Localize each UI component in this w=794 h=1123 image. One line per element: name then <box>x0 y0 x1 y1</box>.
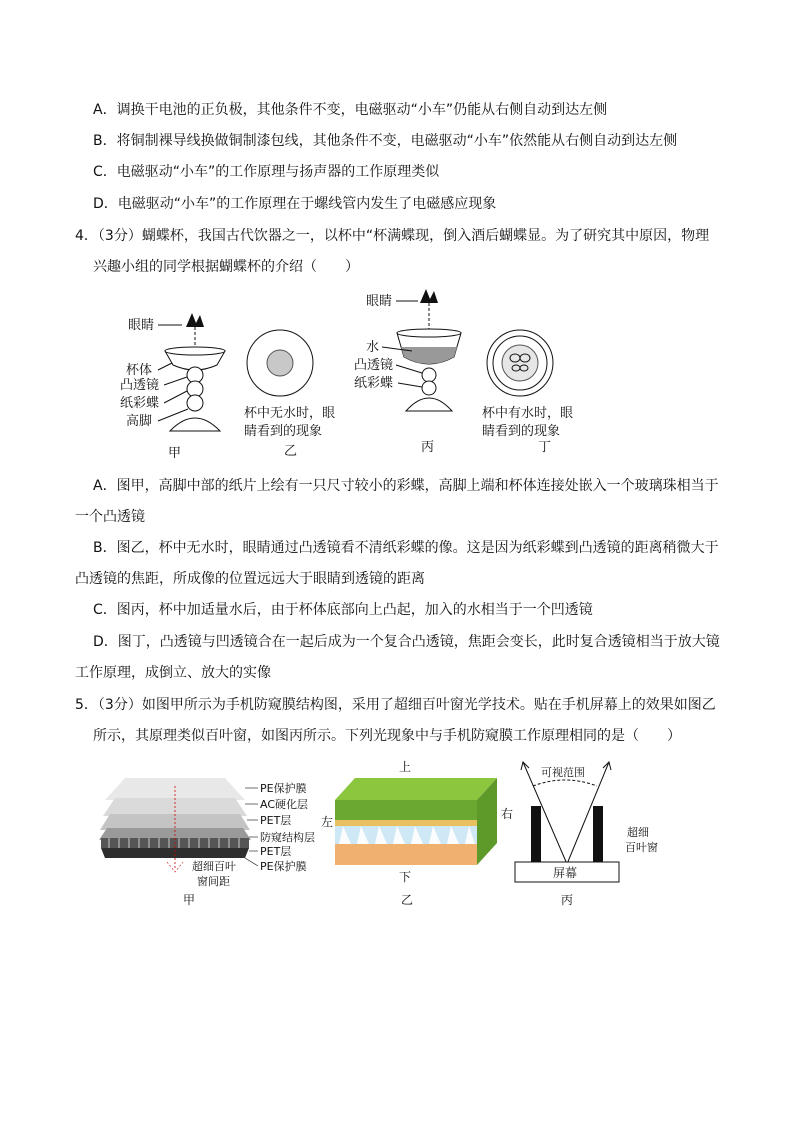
figure-jia-caption-q5: 甲 <box>183 893 196 907</box>
yi-caption-line2: 睛看到的现象 <box>244 424 323 439</box>
yi-caption-line1: 杯中无水时，眼 <box>244 406 336 421</box>
convex-lens-label: 凸透镜 <box>120 378 160 393</box>
ac-label: AC硬化层 <box>260 798 309 811</box>
q4-option-a-cont: 一个凸透镜 <box>75 509 145 525</box>
eye-icon <box>186 313 204 327</box>
water-fill <box>401 347 457 364</box>
q4-stem-continued: 兴趣小组的同学根据蝴蝶杯的介绍（ ） <box>93 259 359 275</box>
convex-lens-label-bing: 凸透镜 <box>354 358 394 373</box>
q4-stem: 4．（3分）蝴蝶杯，我国古代饮器之一，以杯中“杯满蝶现，倒入酒后蝴蝶显。为了研究其中原因，物理 <box>75 228 710 244</box>
tall-foot-label: 高脚 <box>126 414 153 429</box>
q3-option-a: A．调换干电池的正负极，其他条件不变，电磁驱动“小车”仍能从右侧自动到达左侧 <box>93 102 608 118</box>
q3-option-d: D．电磁驱动“小车”的工作原理在于螺线管内发生了电磁感应现象 <box>93 196 497 212</box>
figure-yi <box>244 330 335 459</box>
view-range-label: 可视范围 <box>541 766 585 779</box>
up-label: 上 <box>399 760 412 774</box>
q3-option-b: B．将铜制裸导线换做铜制漆包线，其他条件不变，电磁驱动“小车”依然能从右侧自动到达左侧 <box>93 133 678 149</box>
figure-yi-film <box>321 759 513 907</box>
q5-stem: 5．（3分）如图甲所示为手机防窥膜结构图，采用了超细百叶窗光学技术。贴在手机屏幕上的效果如图乙 <box>75 697 716 713</box>
q4-option-c: C．图丙，杯中加适量水后，由于杯体底部向上凸起，加入的水相当于一个凹透镜 <box>93 602 593 618</box>
figure-bing <box>354 289 461 455</box>
q4-option-d-cont: 工作原理，成倒立、放大的实像 <box>75 665 271 681</box>
q4-option-b-cont: 凸透镜的焦距，所成像的位置远远大于眼睛到透镜的距离 <box>75 571 425 587</box>
left-label: 左 <box>321 815 334 829</box>
figure-yi-caption-q5: 乙 <box>401 893 414 907</box>
spacing-label-line2: 窗间距 <box>197 875 230 888</box>
blinds-label-line2: 百叶窗 <box>625 841 658 854</box>
blinds-label-line1: 超细 <box>627 826 649 839</box>
film-top <box>335 778 497 800</box>
ding-caption-line2: 睛看到的现象 <box>482 424 561 439</box>
privacy-layer-label: 防窥结构层 <box>260 831 315 844</box>
figure-jia-layers <box>99 778 315 907</box>
figure-yi-caption: 乙 <box>284 444 298 459</box>
butterfly-cup-figure <box>120 285 600 465</box>
q4-option-d: D．图丁，凸透镜与凹透镜合在一起后成为一个复合凸透镜，焦距会变长，此时复合透镜相当于放大镜 <box>93 634 720 650</box>
blind-slat-left <box>531 806 541 862</box>
figure-ding <box>482 330 573 455</box>
figure-jia <box>120 313 225 461</box>
eye-label: 眼睛 <box>128 318 155 333</box>
pet1-label: PET层 <box>260 814 292 827</box>
pe-bottom-label: PE保护膜 <box>260 860 307 873</box>
figure-bing-caption-q5: 丙 <box>561 893 574 907</box>
spacing-label-line1: 超细百叶 <box>192 860 236 873</box>
paper-butterfly-label: 纸彩蝶 <box>120 396 160 411</box>
paper-butterfly-label-bing: 纸彩蝶 <box>354 376 394 391</box>
right-label: 右 <box>501 807 514 821</box>
figure-ding-caption: 丁 <box>538 440 552 455</box>
screen-label: 屏幕 <box>553 866 578 880</box>
water-label: 水 <box>366 340 380 355</box>
eye-label-bing: 眼睛 <box>366 294 393 309</box>
cup-body-label: 杯体 <box>126 363 153 378</box>
q5-stem-continued: 所示，其原理类似百叶窗，如图丙所示。下列光现象中与手机防窥膜工作原理相同的是（ ） <box>93 728 681 744</box>
privacy-film-figure <box>95 758 675 910</box>
eye-icon <box>420 289 438 303</box>
blind-slat-right <box>593 806 603 862</box>
figure-bing-caption: 丙 <box>421 440 435 455</box>
tall-foot <box>170 418 220 431</box>
figure-jia-caption: 甲 <box>168 446 182 461</box>
down-label: 下 <box>399 870 412 884</box>
ding-caption-line1: 杯中有水时，眼 <box>482 406 574 421</box>
figure-bing-blinds <box>515 762 658 907</box>
pe-top-label: PE保护膜 <box>260 782 307 795</box>
q3-option-c: C．电磁驱动“小车”的工作原理与扬声器的工作原理类似 <box>93 164 440 180</box>
pet2-label: PET层 <box>260 845 292 858</box>
q4-option-b: B．图乙，杯中无水时，眼睛通过凸透镜看不清纸彩蝶的像。这是因为纸彩蝶到凸透镜的距离稍微大于 <box>93 540 719 556</box>
q4-option-a: A．图甲，高脚中部的纸片上绘有一只尺寸较小的彩蝶，高脚上端和杯体连接处嵌入一个玻璃珠相当于 <box>93 478 719 494</box>
